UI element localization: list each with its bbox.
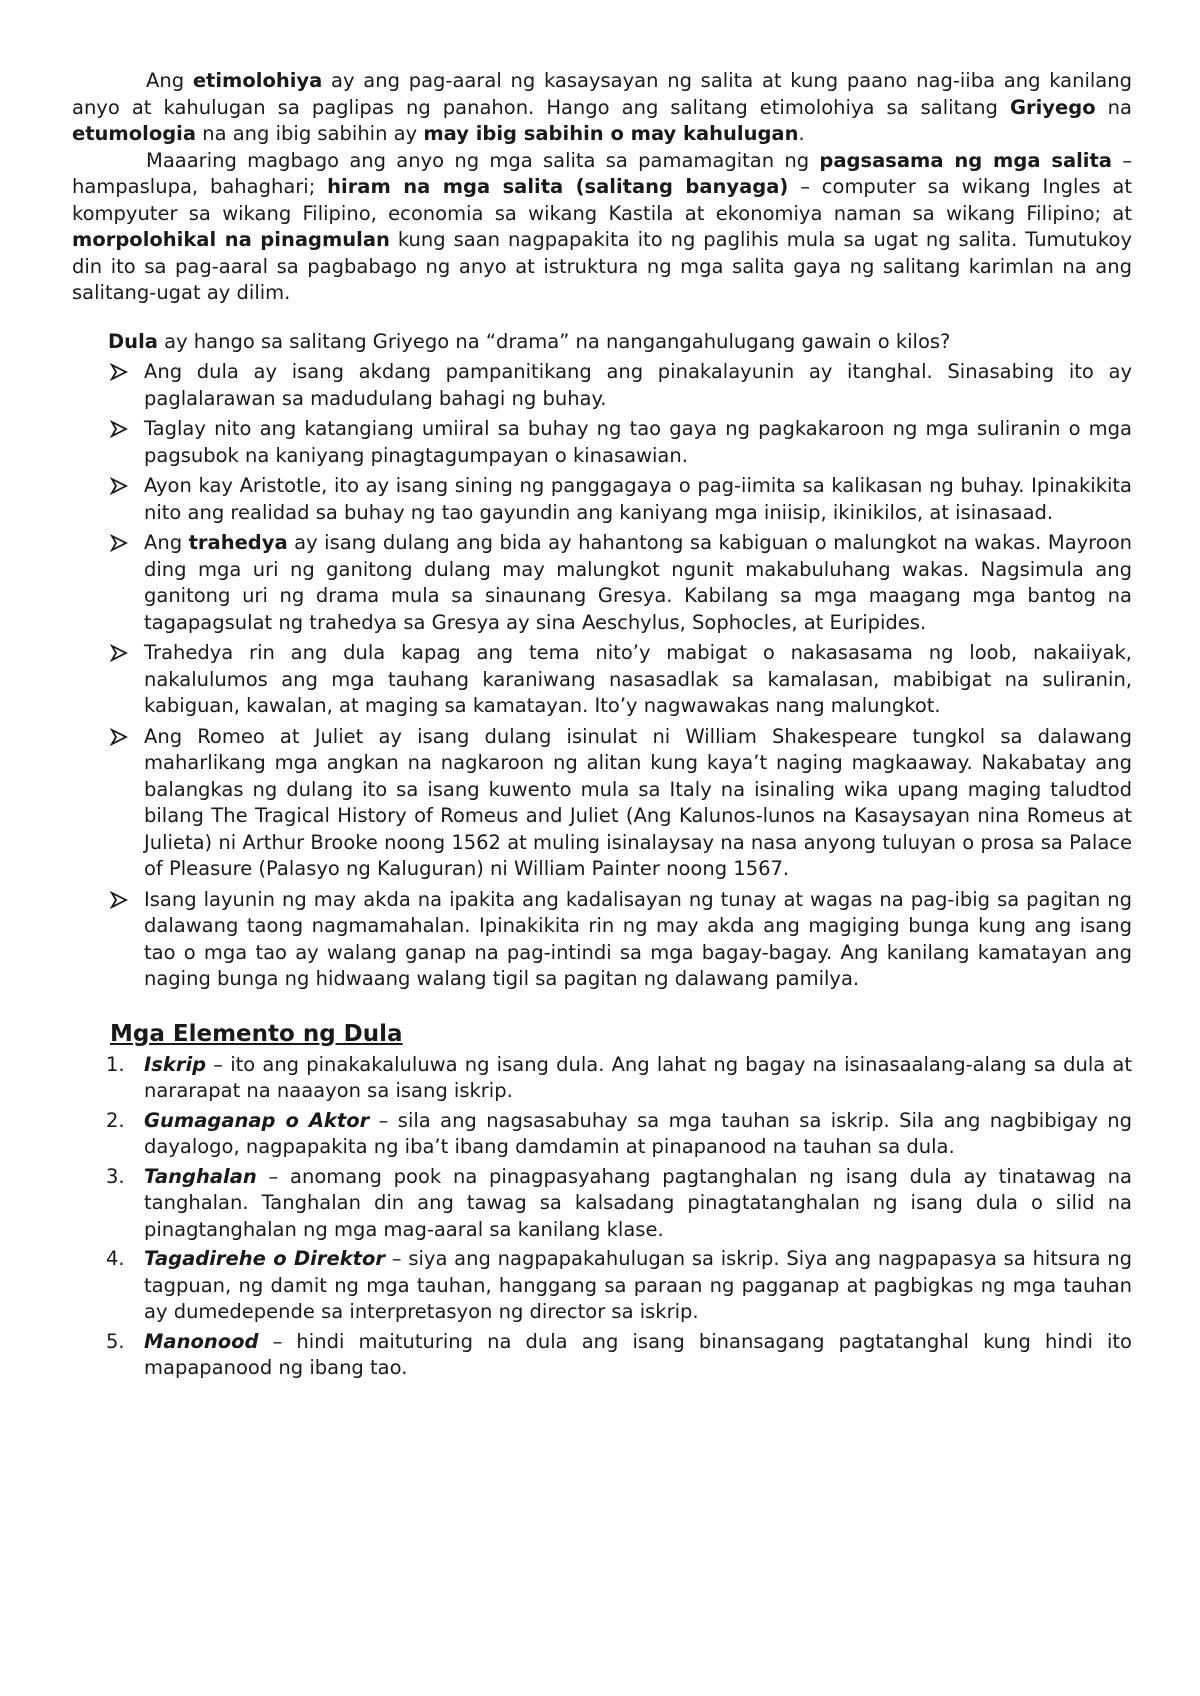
- element-term: Manonood: [144, 1329, 259, 1353]
- section-title-elemento: Mga Elemento ng Dula: [110, 1020, 403, 1047]
- list-item: 2. Gumaganap o Aktor – sila ang nagsasabuhay sa mga tauhan sa iskrip. Sila ang nagbibigay ng dayalogo, nagpapakita ng iba’t ibang damdamin at pinapanood na tauhan sa dula.: [106, 1108, 1132, 1158]
- list-item: Taglay nito ang katangiang umiiral sa buhay ng tao gaya ng pagkakaroon ng mga suliranin o mga pagsubok na kaniyang pinagtagumpayan o kinasawian.: [144, 416, 1132, 469]
- list-item: Ayon kay Aristotle, ito ay isang sining ng panggagaya o pag-iimita sa kalikasan ng buhay. Ipinakikita nito ang realidad sa buhay ng tao gayundin ang kaniyang mga iniisip, ikinikilos, at isinasaad.: [144, 473, 1132, 526]
- list-item: 5. Manonood – hindi maituturing na dula ang isang binansagang pagtatanghal kung hindi ito mapapanood ng ibang tao.: [106, 1329, 1132, 1379]
- arrow-bullet-icon: [110, 530, 128, 556]
- term-may-ibig-sabihin: may ibig sabihin o may kahulugan: [423, 122, 799, 145]
- dula-bullet-list: [72, 359, 1132, 993]
- list-number: 1.: [106, 1052, 125, 1076]
- term-morpolohikal: morpolohikal na pinagmulan: [72, 228, 390, 251]
- list-item: 4. Tagadirehe o Direktor – siya ang nagpapakahulugan sa iskrip. Siya ang nagpapasya sa hitsura ng tagpuan, ng damit ng mga tauhan, hanggang sa paraan ng pagganap at pagbigkas ng mga tauhan ay dumedepende sa interpretasyon ng director sa iskrip.: [106, 1247, 1132, 1323]
- etimolohiya-paragraph: Ang etimolohiya ay ang pag-aaral ng kasaysayan ng salita at kung paano nag-iiba ang kanilang anyo at kahulugan sa paglipas ng panahon. Hango ang salitang etimolohiya sa salitang Griyego na etumologia na ang ibig sabihin ay may ibig sabihin o may kahulugan.: [72, 69, 1132, 145]
- element-term: Gumaganap o Aktor: [144, 1108, 370, 1132]
- arrow-bullet-icon: [110, 724, 128, 750]
- arrow-bullet-icon: [110, 473, 128, 499]
- list-number: 4.: [106, 1247, 125, 1270]
- list-item: Isang layunin ng may akda na ipakita ang kadalisayan ng tunay at wagas na pag-ibig sa pagitan ng dalawang taong nagmamahalan. Ipinakikita rin ng may akda ang magiging bunga kung ang isang tao o mga tao ay walang ganap na pag-intindi sa mga bagay-bagay. Ang kanilang kamatayan ang naging bunga ng hidwaang walang tigil sa pagitan ng dalawang pamilya.: [144, 887, 1132, 993]
- list-item: Ang dula ay isang akdang pampanitikang ang pinakalayunin ay itanghal. Sinasabing ito ay paglalarawan sa madudulang bahagi ng buhay.: [144, 359, 1132, 412]
- list-item: Ang trahedya ay isang dulang ang bida ay hahantong sa kabiguan o malungkot na wakas. Mayroon ding mga uri ng ganitong dulang may malungkot ngunit makabuluhang wakas. Nagsimula ang ganitong uri ng drama mula sa sinaunang Gresya. Kabilang sa mga maagang mga bantog na tagapagsulat ng trahedya sa Gresya ay sina Aeschylus, Sophocles, at Euripides.: [144, 530, 1132, 636]
- term-etimolohiya: etimolohiya: [192, 69, 323, 92]
- list-item: Ang Romeo at Juliet ay isang dulang isinulat ni William Shakespeare tungkol sa dalawang maharlikang mga angkan na nagkaroon ng alitan kung kaya’t naging magkaaway. Nakabatay ang balangkas ng dulang ito sa isang kuwento mula sa Italy na isinaling wika upang maging taludtod bilang The Tragical History of Romeus and Juliet (Ang Kalunos-lunos na Kasaysayan nina Romeus at Julieta) ni Arthur Brooke noong 1562 at muling isinalaysay na nasa anyong tuluyan o prosa sa Palace of Pleasure (Palasyo ng Kaluguran) ni William Painter noong 1567.: [144, 724, 1132, 883]
- term-etumologia: etumologia: [72, 122, 197, 145]
- element-term: Tanghalan: [144, 1164, 257, 1188]
- arrow-bullet-icon: [110, 640, 128, 666]
- term-trahedya: trahedya: [188, 531, 288, 554]
- arrow-bullet-icon: [110, 887, 128, 913]
- element-term: Tagadirehe o Direktor: [144, 1247, 386, 1270]
- list-item: 3. Tanghalan – anomang pook na pinagpasyahang pagtanghalan ng isang dula ay tinatawag na tanghalan. Tanghalan din ang tawag sa kalsadang pinagtatanghalan ng isang dula o silid na pinagtanghalan ng mga mag-aaral sa kanilang klase.: [106, 1164, 1132, 1241]
- pagbabago-paragraph: Maaaring magbago ang anyo ng mga salita sa pamamagitan ng pagsasama ng mga salita – hampaslupa, bahaghari; hiram na mga salita (salitang banyaga) – computer sa wikang Ingles at kompyuter sa wikang Filipino, economia sa wikang Kastila at ekonomiya naman sa wikang Filipino; at morpolohikal na pinagmulan kung saan nagpapakita ito ng paglihis mula sa ugat ng salita. Tumutukoy din ito sa pag-aaral sa pagbabago ng anyo at istruktura ng mga salita gaya ng salitang karimlan na ang salitang-ugat ay dilim.: [72, 148, 1132, 304]
- list-number: 5.: [106, 1329, 125, 1353]
- arrow-bullet-icon: [110, 359, 128, 385]
- dula-intro: Dula ay hango sa salitang Griyego na “drama” na nangangahulugang gawain o kilos?: [108, 329, 951, 353]
- arrow-bullet-icon: [110, 416, 128, 442]
- list-number: 2.: [106, 1108, 125, 1132]
- term-griyego: Griyego: [1010, 95, 1096, 119]
- document-page: [72, 68, 1132, 1382]
- term-hiram: hiram na mga salita (salitang banyaga): [327, 175, 789, 198]
- term-dula: Dula: [108, 329, 158, 353]
- elements-list: [72, 1052, 1132, 1382]
- term-pagsasama: pagsasama ng mga salita: [819, 148, 1112, 172]
- list-item: 1. Iskrip – ito ang pinakakaluluwa ng isang dula. Ang lahat ng bagay na isinasaalang-alang sa dula at nararapat na naaayon sa isang iskrip.: [106, 1052, 1132, 1102]
- list-number: 3.: [106, 1164, 125, 1188]
- list-item: Trahedya rin ang dula kapag ang tema nito’y mabigat o nakasasama ng loob, nakaiiyak, nakalulumos ang mga tauhang karaniwang nasasadlak sa kamalasan, mabibigat na suliranin, kabiguan, kawalan, at maging sa kamatayan. Ito’y nagwawakas nang malungkot.: [144, 640, 1132, 720]
- element-term: Iskrip: [144, 1052, 207, 1076]
